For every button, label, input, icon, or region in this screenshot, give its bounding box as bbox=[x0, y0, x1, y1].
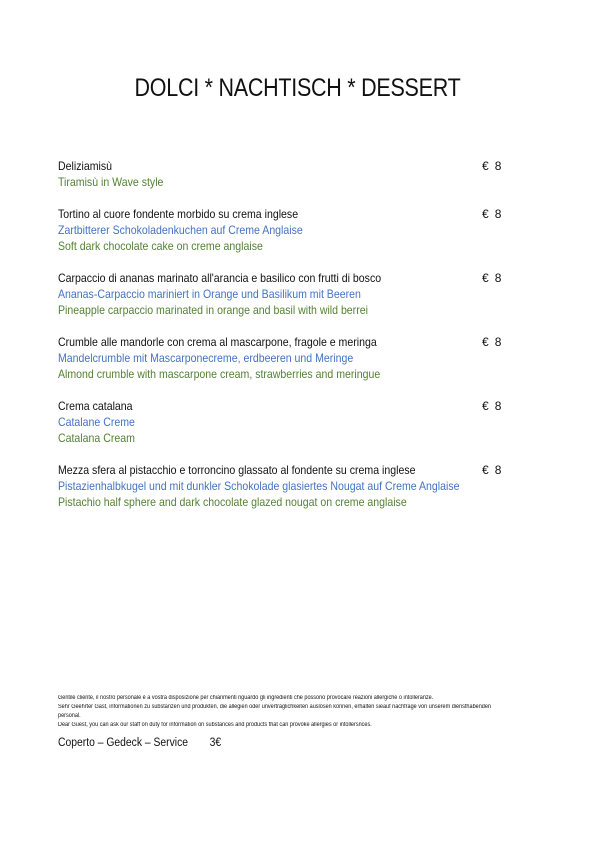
currency-symbol: € bbox=[482, 463, 489, 477]
item-name-german: Ananas-Carpaccio mariniert in Orange und Basilikum mit Beeren bbox=[58, 287, 361, 301]
item-name-english: Tiramisù in Wave style bbox=[58, 175, 164, 189]
item-name-english: Pistachio half sphere and dark chocolate glazed nougat on creme anglaise bbox=[58, 495, 407, 509]
cover-charge-label: Coperto – Gedeck – Service bbox=[58, 737, 189, 749]
menu-title: DOLCI * NACHTISCH * DESSERT bbox=[134, 74, 461, 102]
item-name-german: Zartbitterer Schokoladenkuchen auf Creme Anglaise bbox=[58, 223, 303, 237]
item-name-italian: Crumble alle mandorle con crema al mascarpone, fragole e meringa bbox=[58, 335, 377, 349]
currency-symbol: € bbox=[482, 207, 489, 221]
item-name-italian: Crema catalana bbox=[58, 399, 133, 413]
item-price bbox=[482, 270, 501, 286]
price-value: 8 bbox=[494, 399, 502, 413]
price-value: 8 bbox=[494, 463, 502, 477]
currency-symbol: € bbox=[482, 399, 489, 413]
cover-charge bbox=[58, 737, 221, 749]
item-name-german: Catalane Creme bbox=[58, 415, 135, 429]
menu-item bbox=[58, 334, 528, 382]
item-price bbox=[482, 398, 501, 414]
menu-item bbox=[58, 158, 528, 190]
item-price bbox=[482, 462, 501, 478]
item-name-italian: Tortino al cuore fondente morbido su crema inglese bbox=[58, 207, 299, 221]
item-price bbox=[482, 158, 501, 174]
allergen-notice bbox=[58, 694, 538, 730]
currency-symbol: € bbox=[482, 335, 489, 349]
price-value: 8 bbox=[494, 271, 502, 285]
price-value: 8 bbox=[494, 207, 502, 221]
item-name-german: Pistazienhalbkugel und mit dunkler Schokolade glasiertes Nougat auf Creme Anglaise bbox=[58, 479, 460, 493]
item-name-english: Catalana Cream bbox=[58, 431, 135, 445]
item-name-english: Pineapple carpaccio marinated in orange and basil with wild berrei bbox=[58, 303, 368, 317]
currency-symbol: € bbox=[482, 271, 489, 285]
allergen-notice-italian: Gentile cliente, il nostro personale è a vostra disposizione per chiarimenti riguardo gli ingredienti che possono provocare reazioni allergiche o intolleranze. bbox=[58, 695, 434, 701]
item-name-english: Soft dark chocolate cake on creme anglaise bbox=[58, 239, 263, 253]
item-name-italian: Carpaccio di ananas marinato all'arancia e basilico con frutti di bosco bbox=[58, 271, 382, 285]
item-name-german: Mandelcrumble mit Mascarponecreme, erdbeeren und Meringe bbox=[58, 351, 354, 365]
price-value: 8 bbox=[494, 335, 502, 349]
menu-item bbox=[58, 398, 528, 446]
menu-item bbox=[58, 462, 528, 510]
dessert-list bbox=[58, 158, 528, 526]
cover-charge-amount: 3€ bbox=[209, 737, 222, 749]
price-value: 8 bbox=[494, 159, 502, 173]
item-name-italian: Deliziamisù bbox=[58, 159, 112, 173]
currency-symbol: € bbox=[482, 159, 489, 173]
allergen-notice-german: Sehr Geehrter Gast, informationen zu substanzen und produkten, die allegien oder unverträglichkeiten auslösen können, erhalten sieauf nachfrage von unserem diensthabenden personal. bbox=[58, 704, 491, 719]
item-name-italian: Mezza sfera al pistacchio e torroncino glassato al fondente su crema inglese bbox=[58, 463, 416, 477]
item-name-english: Almond crumble with mascarpone cream, strawberries and meringue bbox=[58, 367, 381, 381]
menu-item bbox=[58, 270, 528, 318]
allergen-notice-english: Dear Guest, you can ask our staff on duty for information on substances and products that can provoke allergies or intollersnces. bbox=[58, 722, 372, 728]
item-price bbox=[482, 206, 501, 222]
item-price bbox=[482, 334, 501, 350]
menu-item bbox=[58, 206, 528, 254]
